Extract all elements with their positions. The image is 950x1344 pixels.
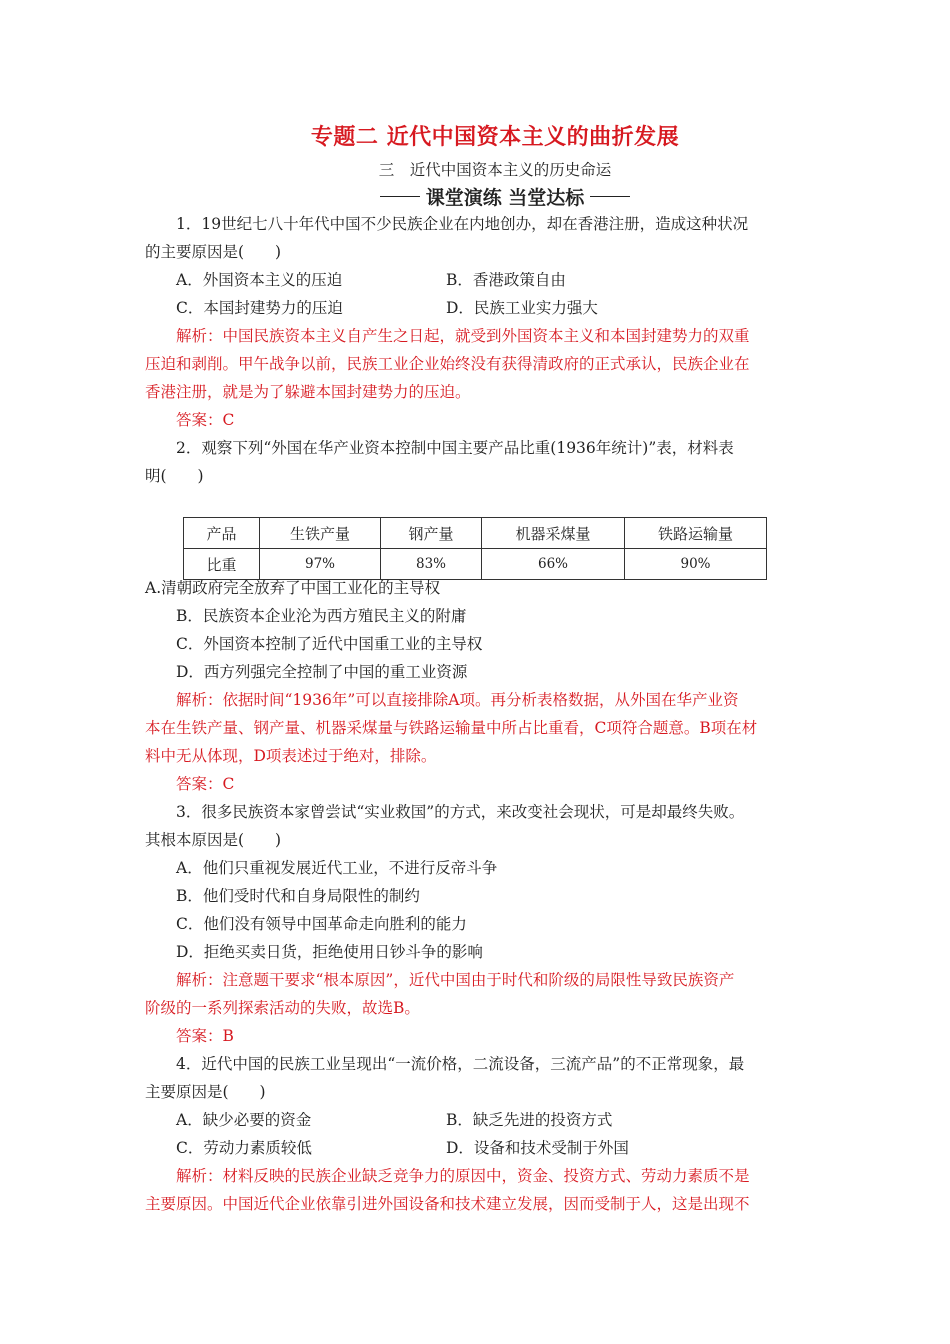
- q1-stem-line2: 的主要原因是( ): [145, 243, 282, 261]
- q3-explanation-line1: 解析：注意题干要求“根本原因”，近代中国由于时代和阶级的局限性导致民族资产: [176, 971, 735, 989]
- q3-explanation-line2: 阶级的一系列探索活动的失败，故选B。: [145, 999, 420, 1017]
- q4-stem-line1: 4．近代中国的民族工业呈现出“一流价格，二流设备，三流产品”的不正常现象，最: [176, 1055, 745, 1073]
- q1-explanation-line3: 香港注册，就是为了躲避本国封建势力的压迫。: [145, 383, 471, 401]
- q4-explanation-line1: 解析：材料反映的民族企业缺乏竞争力的原因中，资金、投资方式、劳动力素质不是: [176, 1167, 750, 1185]
- q3-stem-line2: 其根本原因是( ): [145, 831, 282, 849]
- q4-option-c: C．劳动力素质较低: [176, 1139, 312, 1157]
- q3-stem-line1: 3．很多民族资本家曾尝试“实业救国”的方式，来改变社会现状，可是却最终失败。: [176, 803, 745, 821]
- q3-option-c: C．他们没有领导中国革命走向胜利的能力: [176, 915, 467, 933]
- q4-option-b: B．缺乏先进的投资方式: [446, 1111, 613, 1129]
- q1-explanation-line2: 压迫和剥削。甲午战争以前，民族工业企业始终没有获得清政府的正式承认，民族企业在: [145, 355, 750, 373]
- q4-option-d: D．设备和技术受制于外国: [446, 1139, 629, 1157]
- banner-rule-right: [590, 196, 630, 197]
- section-subtitle: 三 近代中国资本主义的历史命运: [378, 161, 612, 179]
- table-row: [184, 518, 767, 549]
- q2-explanation-line2: 本在生铁产量、钢产量、机器采煤量与铁路运输量中所占比重看，C项符合题意。B项在材: [145, 719, 758, 737]
- table-cell: 83%: [381, 549, 482, 580]
- table-header-cell: 机器采煤量: [482, 518, 625, 549]
- q1-answer: 答案：C: [176, 411, 235, 429]
- q3-option-b: B．他们受时代和自身局限性的制约: [176, 887, 420, 905]
- q2-option-a: A.清朝政府完全放弃了中国工业化的主导权: [145, 579, 441, 597]
- table-cell: 97%: [260, 549, 381, 580]
- q2-explanation-line1: 解析：依据时间“1936年”可以直接排除A项。再分析表格数据，从外国在华产业资: [176, 691, 739, 709]
- table-cell: 比重: [184, 549, 260, 580]
- table-header-cell: 生铁产量: [260, 518, 381, 549]
- table-header-cell: 钢产量: [381, 518, 482, 549]
- page-title: 专题二 近代中国资本主义的曲折发展: [310, 125, 680, 150]
- q2-option-b: B．民族资本企业沦为西方殖民主义的附庸: [176, 607, 467, 625]
- q1-option-a: A．外国资本主义的压迫: [176, 271, 343, 289]
- q1-option-c: C．本国封建势力的压迫: [176, 299, 343, 317]
- q4-explanation-line2: 主要原因。中国近代企业依靠引进外国设备和技术建立发展，因而受制于人，这是出现不: [145, 1195, 750, 1213]
- table-cell: 66%: [482, 549, 625, 580]
- q1-option-b: B．香港政策自由: [446, 271, 566, 289]
- section-banner: [380, 183, 630, 209]
- table-row: [184, 549, 767, 580]
- table-header-cell: 产品: [184, 518, 260, 549]
- q3-answer: 答案：B: [176, 1027, 234, 1045]
- q4-option-a: A．缺少必要的资金: [176, 1111, 312, 1129]
- table-cell: 90%: [625, 549, 767, 580]
- q2-stem-line1: 2．观察下列“外国在华产业资本控制中国主要产品比重(1936年统计)”表，材料表: [176, 439, 734, 457]
- q2-explanation-line3: 料中无从体现，D项表述过于绝对，排除。: [145, 747, 437, 765]
- q3-option-d: D．拒绝买卖日货，拒绝使用日钞斗争的影响: [176, 943, 483, 961]
- banner-rule-left: [380, 196, 420, 197]
- q2-option-c: C．外国资本控制了近代中国重工业的主导权: [176, 635, 483, 653]
- q2-data-table: [183, 517, 767, 580]
- q3-option-a: A．他们只重视发展近代工业，不进行反帝斗争: [176, 859, 498, 877]
- q1-option-d: D．民族工业实力强大: [446, 299, 598, 317]
- q4-stem-line2: 主要原因是( ): [145, 1083, 266, 1101]
- q2-option-d: D．西方列强完全控制了中国的重工业资源: [176, 663, 468, 681]
- table-header-cell: 铁路运输量: [625, 518, 767, 549]
- q1-explanation-line1: 解析：中国民族资本主义自产生之日起，就受到外国资本主义和本国封建势力的双重: [176, 327, 750, 345]
- q2-answer: 答案：C: [176, 775, 235, 793]
- banner-text: 课堂演练 当堂达标: [425, 186, 585, 209]
- q2-stem-line2: 明( ): [145, 467, 204, 485]
- q1-stem-line1: 1．19世纪七八十年代中国不少民族企业在内地创办，却在香港注册，造成这种状况: [176, 215, 749, 233]
